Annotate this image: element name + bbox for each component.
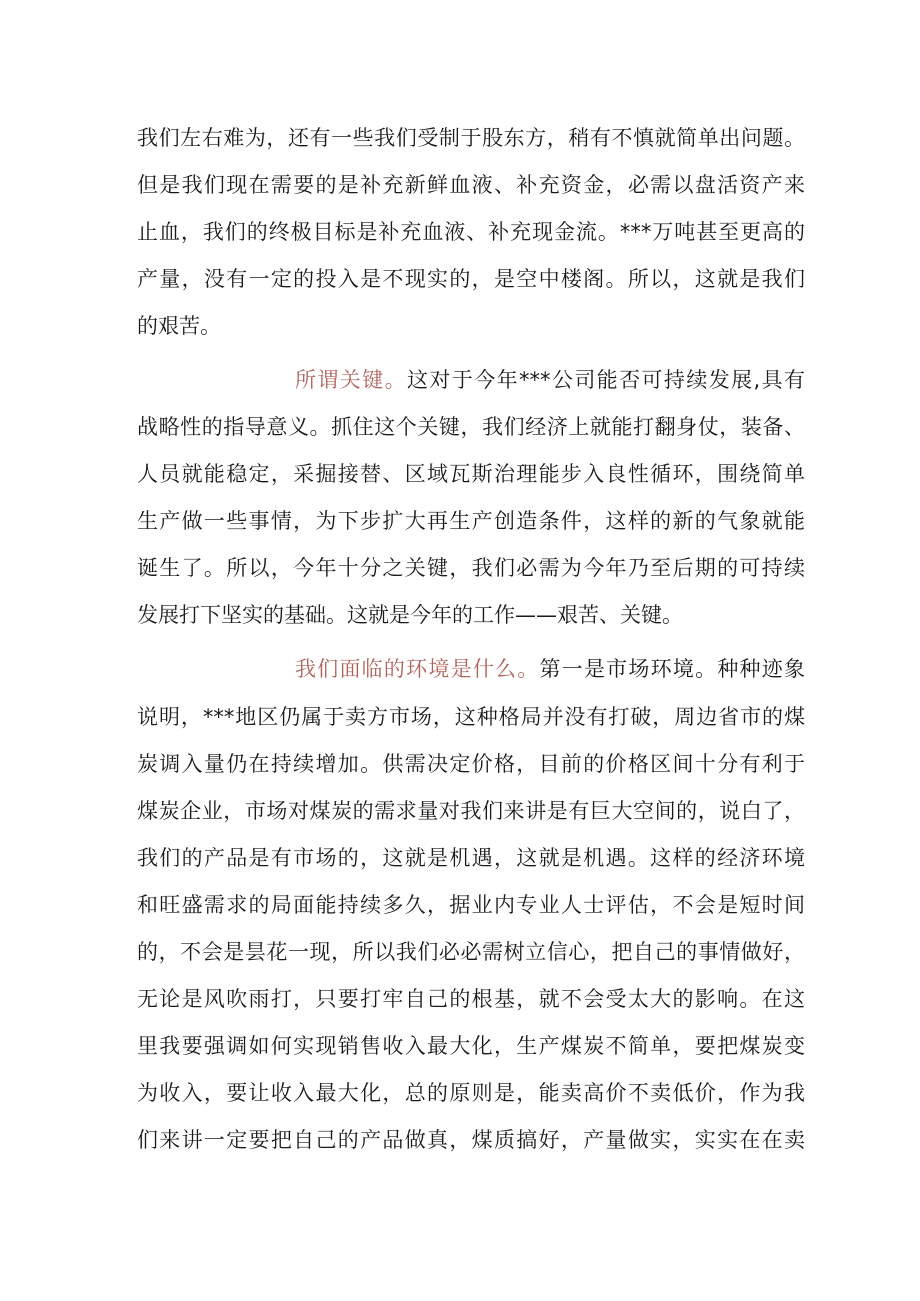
section-heading: 我们面临的环境是什么。 xyxy=(295,657,540,681)
paragraph-line: 人员就能稳定，采掘接替、区域瓦斯治理能步入良性循环，围绕简单 xyxy=(137,462,805,486)
paragraph-line: 说明，***地区仍属于卖方市场，这种格局并没有打破，周边省市的煤 xyxy=(137,705,805,729)
first-line-text: 这对于今年***公司能否可持续发展,具有 xyxy=(407,368,805,392)
paragraph-line: 生产做一些事情，为下步扩大再生产创造条件，这样的新的气象就能 xyxy=(137,509,805,533)
paragraph-line: 我们左右难为，还有一些我们受制于股东方，稍有不慎就简单出问题。 xyxy=(137,126,805,150)
paragraph-line: 们来讲一定要把自己的产品做真，煤质搞好，产量做实，实实在在卖 xyxy=(137,1128,805,1152)
paragraph-line: 发展打下坚实的基础。这就是今年的工作——艰苦、关键。 xyxy=(137,603,683,627)
paragraph-line: 无论是风吹雨打，只要打牢自己的根基，就不会受太大的影响。在这 xyxy=(137,987,805,1011)
paragraph-line: 煤炭企业，市场对煤炭的需求量对我们来讲是有巨大空间的，说白了， xyxy=(137,799,805,823)
section-heading: 所谓关键。 xyxy=(295,368,408,392)
paragraph-line: 战略性的指导意义。抓住这个关键，我们经济上就能打翻身仗，装备、 xyxy=(137,415,805,439)
paragraph-first-line xyxy=(295,360,805,400)
paragraph-line: 我们的产品是有市场的，这就是机遇，这就是机遇。这样的经济环境 xyxy=(137,846,805,870)
paragraph-line: 的艰苦。 xyxy=(137,314,221,338)
paragraph-line: 诞生了。所以，今年十分之关键，我们必需为今年乃至后期的可持续 xyxy=(137,556,805,580)
paragraph-line: 的，不会是昙花一现，所以我们必必需树立信心，把自己的事情做好， xyxy=(137,940,805,964)
paragraph-line: 和旺盛需求的局面能持续多久，据业内专业人士评估，不会是短时间 xyxy=(137,893,805,917)
paragraph-first-line xyxy=(295,649,805,689)
paragraph-line: 但是我们现在需要的是补充新鲜血液、补充资金，必需以盘活资产来 xyxy=(137,173,805,197)
paragraph-line: 里我要强调如何实现销售收入最大化，生产煤炭不简单，要把煤炭变 xyxy=(137,1034,805,1058)
first-line-text: 第一是市场环境。种种迹象 xyxy=(539,657,805,681)
paragraph-line: 炭调入量仍在持续增加。供需决定价格，目前的价格区间十分有利于 xyxy=(137,752,805,776)
paragraph-line: 产量，没有一定的投入是不现实的，是空中楼阁。所以，这就是我们 xyxy=(137,267,805,291)
paragraph-line: 止血，我们的终极目标是补充血液、补充现金流。***万吨甚至更高的 xyxy=(137,220,805,244)
paragraph-line: 为收入，要让收入最大化，总的原则是，能卖高价不卖低价，作为我 xyxy=(137,1081,805,1105)
